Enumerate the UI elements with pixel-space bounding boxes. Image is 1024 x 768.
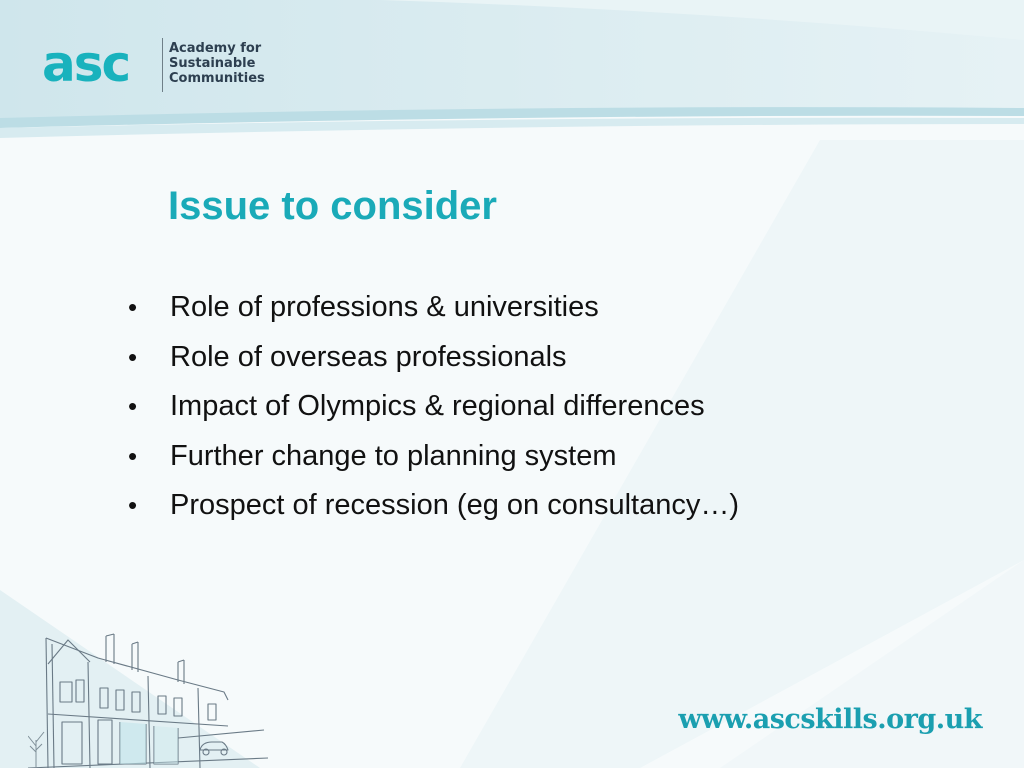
- bullet-item: [128, 284, 739, 334]
- bullet-item: [128, 383, 739, 433]
- logo-mark: asc: [42, 35, 130, 93]
- street-buildings-sketch-icon: [28, 618, 268, 768]
- bullet-item: [128, 433, 739, 483]
- logo-divider: [162, 38, 163, 92]
- asc-logo: [42, 36, 282, 96]
- logo-line-3: Communities: [169, 71, 265, 86]
- bullet-text: Role of overseas professionals: [170, 340, 567, 373]
- logo-line-2: Sustainable: [169, 56, 256, 71]
- bullet-text: Impact of Olympics & regional differences: [170, 390, 705, 422]
- footer-website-link[interactable]: www.ascskills.org.uk: [678, 704, 982, 735]
- logo-line-1: Academy for: [169, 41, 262, 56]
- bullet-marker: •: [128, 341, 138, 372]
- bullet-marker: •: [128, 391, 138, 421]
- bullet-marker: •: [128, 490, 138, 520]
- bullet-item: [128, 482, 739, 532]
- bullet-list: [128, 284, 739, 532]
- bullet-marker: •: [128, 440, 138, 471]
- bullet-text: Prospect of recession (eg on consultancy…): [170, 489, 739, 521]
- logo-wordmark: [169, 41, 265, 86]
- bullet-item: [128, 334, 739, 384]
- bullet-text: Role of professions & universities: [170, 291, 599, 323]
- bullet-text: Further change to planning system: [170, 439, 617, 472]
- bullet-marker: •: [128, 292, 138, 322]
- slide-title: Issue to consider: [168, 184, 497, 228]
